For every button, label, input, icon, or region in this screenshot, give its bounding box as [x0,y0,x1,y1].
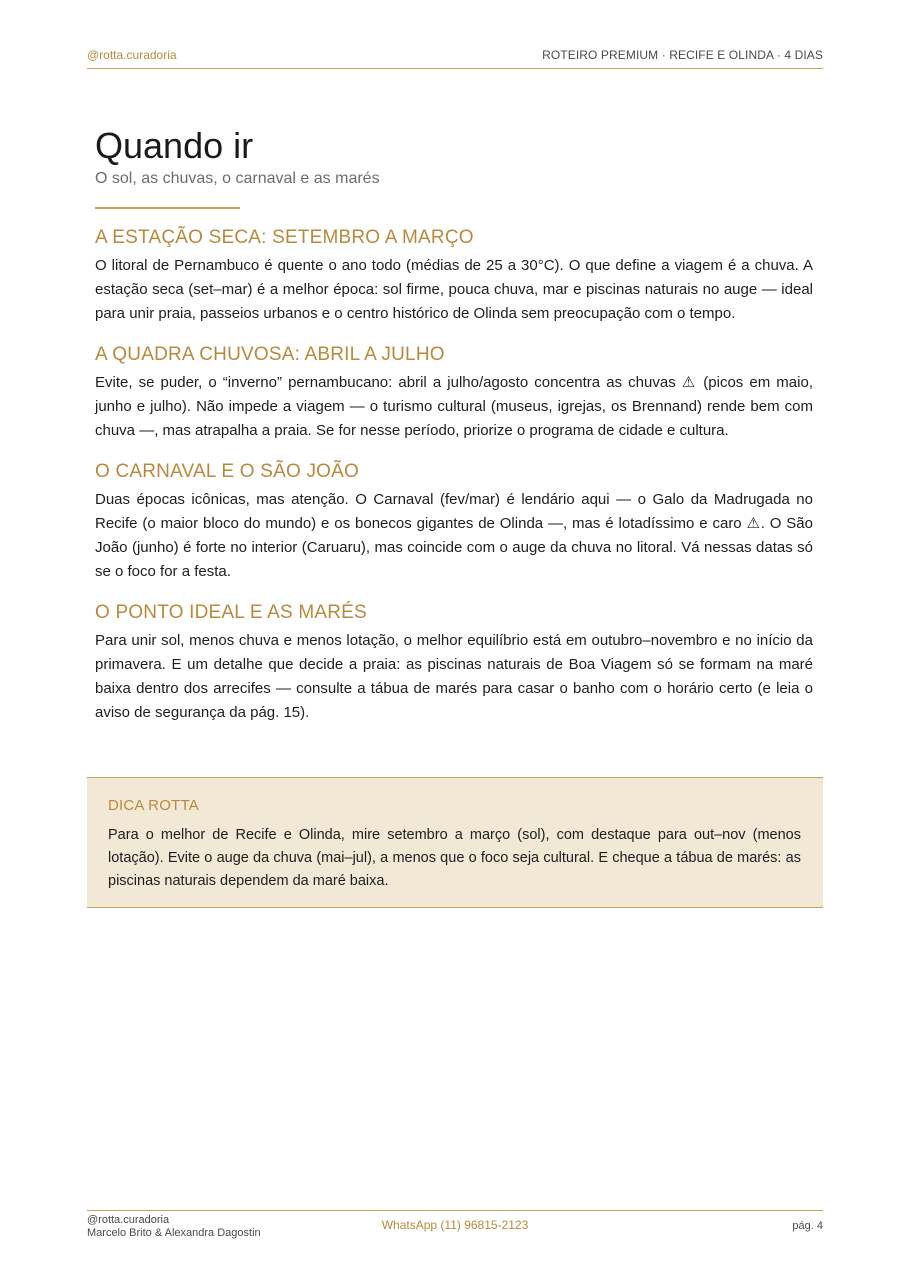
section-heading: O PONTO IDEAL E AS MARÉS [95,602,367,623]
page-title: Quando ir [95,125,254,166]
page-footer [87,1210,823,1251]
section-rainy-season [95,343,813,443]
section-dry-season [95,226,813,326]
footer-whatsapp-contact: WhatsApp (11) 96815-2123 [381,1218,529,1232]
tip-label: DICA ROTTA [108,797,199,814]
section-carnival-sao-joao [95,460,813,584]
tip-text: Para o melhor de Recife e Olinda, mire setembro a março (sol), com destaque para out–nov (menos lotação). Evite o auge da chuva (mai–jul), a menos que o foco seja cultural. E cheque a tábua de marés: as piscinas naturais dependem da maré baixa. [108,827,801,889]
section-ideal-tides [95,601,813,725]
tip-box [87,777,823,908]
section-body: O litoral de Pernambuco é quente o ano todo (médias de 25 a 30°C). O que define a viagem é a chuva. A estação seca (set–mar) é a melhor época: sol firme, pouca chuva, mar e piscinas naturais no auge — ideal para unir praia, passeios urbanos e o centro histórico de Olinda sem preocupação com o tempo. [95,257,813,322]
footer-authors: Marcelo Brito & Alexandra Dagostin [87,1227,261,1239]
section-heading: A ESTAÇÃO SECA: SETEMBRO A MARÇO [95,227,474,248]
header-document-title: ROTEIRO PREMIUM · RECIFE E OLINDA · 4 DIAS [542,48,823,62]
page-subtitle: O sol, as chuvas, o carnaval e as marés [95,170,380,187]
footer-page-number: pág. 4 [792,1220,823,1232]
section-heading: O CARNAVAL E O SÃO JOÃO [95,461,359,482]
title-underline [95,207,240,209]
header-brand: @rotta.curadoria [87,48,177,62]
section-body: Duas épocas icônicas, mas atenção. O Carnaval (fev/mar) é lendário aqui — o Galo da Madrugada no Recife (o maior bloco do mundo) e os bonecos gigantes de Olinda —, mas é lotadíssimo e caro ⚠. O São João (junho) é forte no interior (Caruaru), mas coincide com o auge da chuva no litoral. Vá nessas datas só se o foco for a festa. [95,491,813,580]
section-heading: A QUADRA CHUVOSA: ABRIL A JULHO [95,344,445,365]
footer-handle: @rotta.curadoria [87,1214,170,1226]
page-header [87,46,823,69]
section-body: Evite, se puder, o “inverno” pernambucano: abril a julho/agosto concentra as chuvas ⚠ (picos em maio, junho e julho). Não impede a viagem — o turismo cultural (museus, igrejas, os Brennand) rende bem com chuva —, mas atrapalha a praia. Se for nesse período, priorize o programa de cidade e cultura. [95,374,813,439]
section-body: Para unir sol, menos chuva e menos lotação, o melhor equilíbrio está em outubro–novembro e no início da primavera. E um detalhe que decide a praia: as piscinas naturais de Boa Viagem só se formam na maré baixa dentro dos arrecifes — consulte a tábua de marés para casar o banho com o horário certo (e leia o aviso de segurança da pág. 15). [95,632,813,721]
main-content [95,226,813,725]
